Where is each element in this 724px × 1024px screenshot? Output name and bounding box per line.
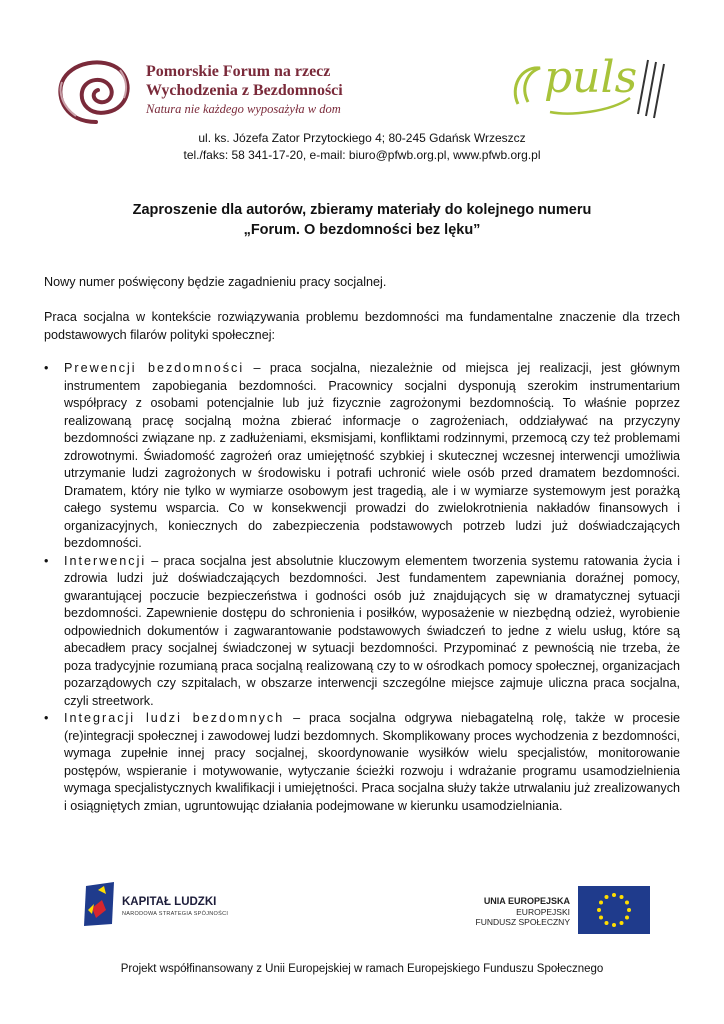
eu-star — [597, 908, 601, 912]
address-block — [0, 130, 724, 164]
eu-line2: EUROPEJSKI — [516, 906, 570, 917]
list-item — [44, 553, 680, 711]
item-term: Integracji ludzi bezdomnych — [64, 711, 285, 725]
eu-star — [625, 916, 629, 920]
org-name-line2: Wychodzenia z Bezdomności — [146, 82, 343, 99]
list-item — [44, 360, 680, 553]
title-line1: Zaproszenie dla autorów, zbieramy materiały do kolejnego numeru — [132, 202, 592, 218]
eu-star — [605, 921, 609, 925]
item-text: – praca socjalna, niezależnie od miejsca jej realizacji, jest głównym instrumentem zapobiegania bezdomności. Pracownicy socjalni dysponują szerokim instrumentarium współpracy z osobami potencjalnie lub już fizycznie zagrożonymi bezdomnością. To właśnie poprzez realizowaną pracę socjalną można zbierać informacje o zagrożeniach, oddziaływać na przyczyny bezdomności związane np. z zadłużeniami, eksmisjami, konfliktami rodzinnymi, przemocą czy też problemami zdrowotnymi. Świadomość zagrożeń oraz umiejętność szybkiej i skutecznej wczesnej interwencji umożliwia utrzymanie ludzi zagrożonych w środowisku i potrafi uchronić wiele osób przed dramatem bezdomności. Dramatem, który nie tylko w wymiarze osobowym jest tragedią, ale i w wymiarze systemowym jest porażką całego systemu wsparcia. Co w konsekwencji prowadzi do zwielokrotnienia nakładów finansowych i organizacyjnych, koniecznych do zabezpieczenia podstawowych potrzeb ludzi już doświadczających bezdomności. — [64, 361, 680, 550]
bullet-icon: • — [44, 711, 49, 725]
puls-logo-text: puls — [544, 52, 638, 103]
eu-star — [620, 895, 624, 899]
eu-flag-icon — [578, 886, 650, 934]
eu-star — [627, 908, 631, 912]
footer-note: Projekt współfinansowany z Unii Europejskiej w ramach Europejskiego Funduszu Społecznego — [120, 963, 604, 975]
item-text: – praca socjalna odgrywa niebagatelną rolę, także w procesie (re)integracji społecznej i zawodowej ludzi bezdomnych. Skomplikowany proces wychodzenia z bezdomności, wymaga zupełnie innej pracy socjalnej, skoordynowanie wysiłków wielu specjalistów, monitorowanie postępów, wspieranie i motywowanie, wytyczanie ścieżki rozwoju i wdrażanie programu usamodzielnienia wymaga specjalistycznych kwalifikacji i umiejętności. Praca socjalna służy także utrwalaniu już zrealizowanych i osiągniętych zmian, ugruntowując działania podejmowane w kierunku usamodzielniania. — [64, 711, 681, 813]
list-item — [44, 710, 680, 815]
eu-star — [612, 923, 616, 927]
item-text: – praca socjalna jest absolutnie kluczowym elementem tworzenia systemu ratowania życia i zdrowia ludzi już doświadczających bezdomności. Jest fundamentem zapewniania doraźnej pomocy, gwarantującej poczucie bezpieczeństwa i godności osób już znajdujących się w dramatycznej sytuacji bezdomności. Zapewnienie dostępu do schronienia i posiłków, wyposażenie w niezbędną odzież, wyrobienie odpowiednich dokumentów i zagwarantowanie podstawowych świadczeń to jedne z wielu usług, które są abecadłem pracy socjalnej świadczonej w sytuacji bezdomności. Przypominać z pewnością nie trzeba, że poza tradycyjnie rozumianą praca socjalną realizowaną czy to w ośrodkach pomocy społecznej, organizacjach pozarządowych czy szpitalach, w obszarze interwencji szczególne miejsce zajmuje uliczna praca socjalna, czyli streetwork. — [64, 553, 680, 708]
item-term: Interwencji — [64, 553, 147, 568]
eu-star — [605, 895, 609, 899]
eu-line1: UNIA EUROPEJSKA — [483, 896, 570, 906]
bullet-icon: • — [44, 553, 49, 568]
org-name — [146, 62, 343, 100]
eu-star — [620, 921, 624, 925]
eu-text — [462, 896, 570, 928]
lead-paragraph: Praca socjalna w kontekście rozwiązywania problemu bezdomności ma fundamentalne znaczenie dla trzech podstawowych filarów polityki społecznej: — [44, 310, 680, 342]
spiral-logo-icon — [52, 54, 136, 126]
org-name-line1: Pomorskie Forum na rzecz — [146, 63, 331, 80]
eu-star — [612, 893, 616, 897]
document-title — [0, 200, 724, 240]
kl-subtitle: NARODOWA STRATEGIA SPÓJNOŚCI — [122, 911, 229, 917]
address-line: ul. ks. Józefa Zator Przytockiego 4; 80-245 Gdańsk Wrzeszcz — [198, 131, 526, 145]
title-line2: „Forum. O bezdomności bez lęku” — [243, 222, 481, 238]
pillars-list — [44, 360, 680, 815]
bullet-icon: • — [44, 361, 49, 375]
intro-paragraph: Nowy numer poświęcony będzie zagadnieniu pracy socjalnej. — [44, 275, 387, 289]
eu-star — [625, 901, 629, 905]
item-term: Prewencji bezdomności — [64, 361, 245, 375]
eu-star — [599, 916, 603, 920]
kl-title: KAPITAŁ LUDZKI — [122, 896, 217, 908]
eu-star — [599, 901, 603, 905]
eu-line3: FUNDUSZ SPOŁECZNY — [475, 917, 570, 927]
contact-line: tel./faks: 58 341-17-20, e-mail: biuro@pfwb.org.pl, www.pfwb.org.pl — [183, 148, 541, 162]
puls-logo — [510, 52, 680, 120]
org-motto: Natura nie każdego wyposażyła w dom — [146, 102, 341, 116]
kapital-ludzki-logo-icon — [82, 880, 118, 928]
